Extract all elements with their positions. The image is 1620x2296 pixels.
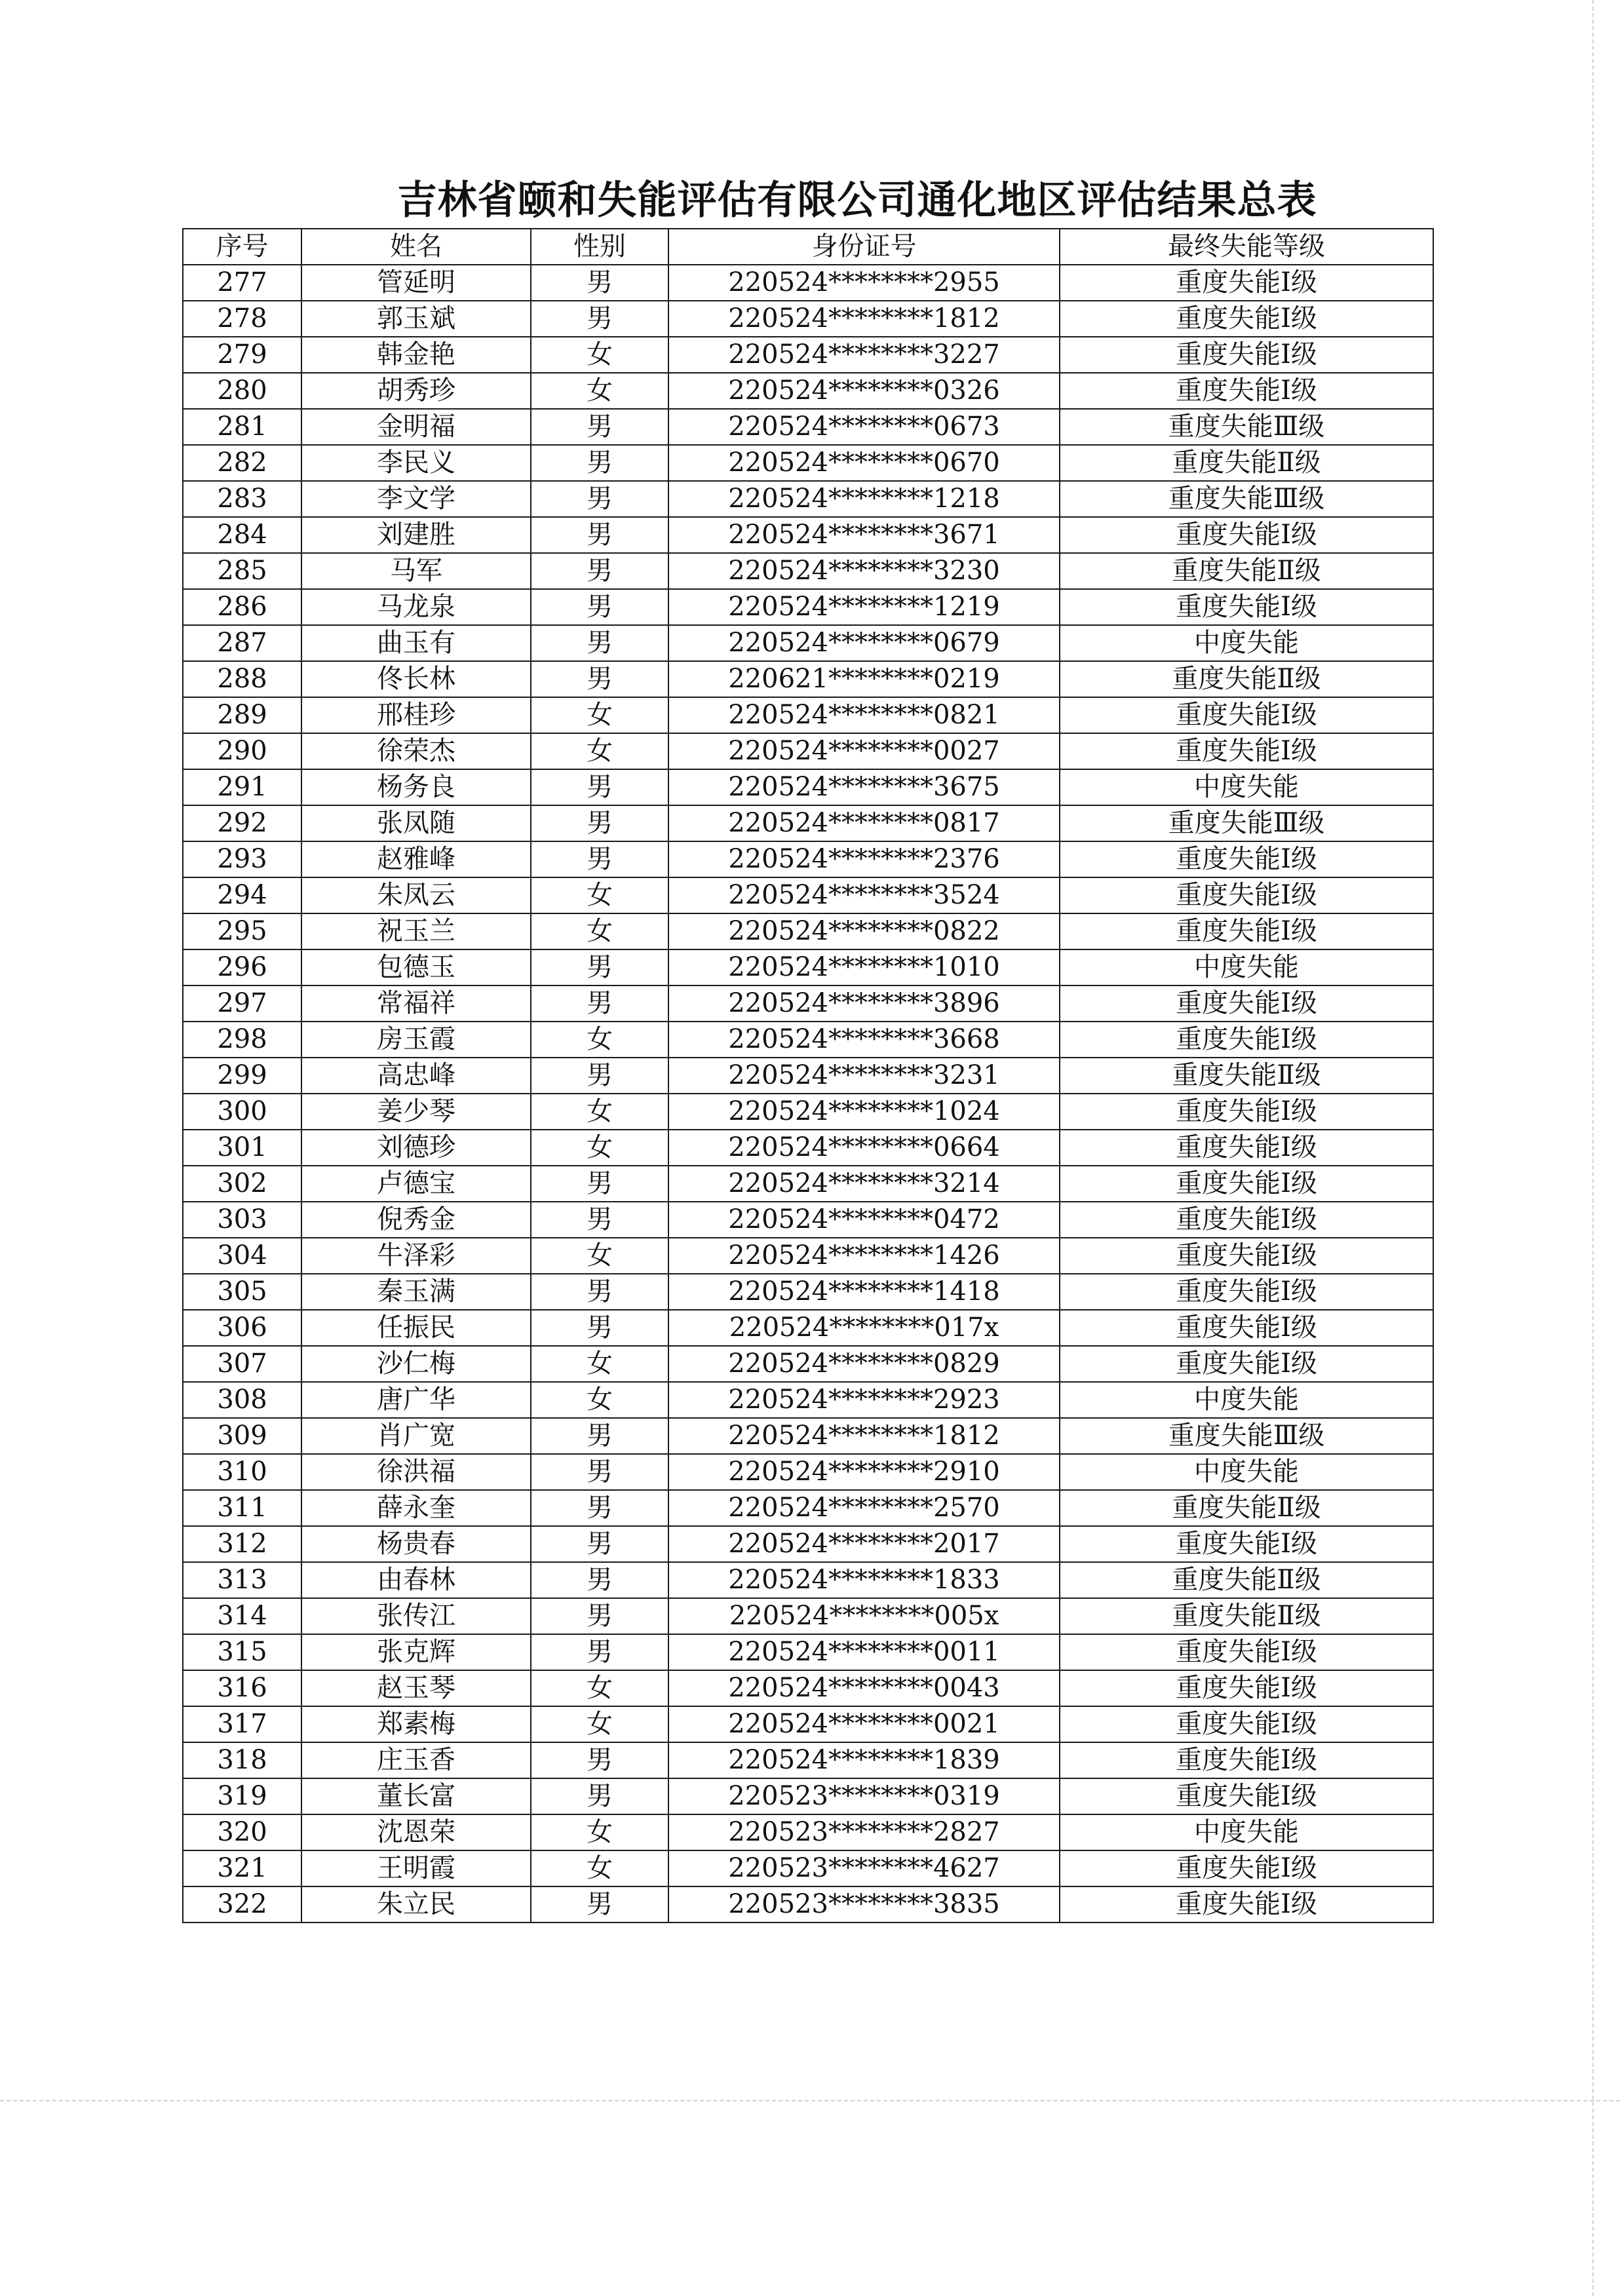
table-row	[183, 265, 1433, 301]
cell-id-number: 220523********2827	[668, 1814, 1060, 1850]
cell-disability-level: 重度失能Ⅰ级	[1060, 517, 1433, 553]
table-row	[183, 1382, 1433, 1418]
cell-disability-level: 重度失能Ⅰ级	[1060, 1706, 1433, 1742]
cell-sex: 女	[531, 1670, 668, 1706]
cell-id-number: 220524********1219	[668, 589, 1060, 625]
cell-seq: 306	[183, 1310, 301, 1346]
cell-seq: 278	[183, 301, 301, 337]
cell-sex: 男	[531, 553, 668, 589]
cell-sex: 女	[531, 913, 668, 949]
cell-id-number: 220524********1418	[668, 1274, 1060, 1310]
cell-disability-level: 中度失能	[1060, 949, 1433, 985]
cell-id-number: 220524********1839	[668, 1742, 1060, 1778]
cell-sex: 女	[531, 1850, 668, 1886]
table-row	[183, 1238, 1433, 1274]
cell-id-number: 220524********005x	[668, 1598, 1060, 1634]
cell-disability-level: 中度失能	[1060, 769, 1433, 805]
cell-name: 金明福	[301, 409, 531, 445]
cell-name: 胡秀珍	[301, 373, 531, 409]
table-row	[183, 517, 1433, 553]
cell-name: 包德玉	[301, 949, 531, 985]
cell-id-number: 220524********1024	[668, 1094, 1060, 1130]
cell-name: 高忠峰	[301, 1058, 531, 1094]
cell-seq: 285	[183, 553, 301, 589]
cell-sex: 女	[531, 373, 668, 409]
cell-id-number: 220524********3668	[668, 1022, 1060, 1058]
cell-disability-level: 重度失能Ⅰ级	[1060, 1022, 1433, 1058]
cell-name: 刘建胜	[301, 517, 531, 553]
header-name: 姓名	[301, 229, 531, 265]
cell-seq: 296	[183, 949, 301, 985]
cell-seq: 279	[183, 337, 301, 373]
cell-seq: 312	[183, 1526, 301, 1562]
cell-name: 李文学	[301, 481, 531, 517]
cell-disability-level: 重度失能Ⅰ级	[1060, 913, 1433, 949]
table-row	[183, 877, 1433, 913]
table-row	[183, 409, 1433, 445]
table-row	[183, 1634, 1433, 1670]
cell-seq: 277	[183, 265, 301, 301]
cell-id-number: 220524********017x	[668, 1310, 1060, 1346]
table-header-row	[183, 229, 1433, 265]
cell-disability-level: 重度失能Ⅰ级	[1060, 1274, 1433, 1310]
cell-disability-level: 重度失能Ⅲ级	[1060, 805, 1433, 841]
table-row	[183, 1094, 1433, 1130]
cell-id-number: 220524********2017	[668, 1526, 1060, 1562]
cell-id-number: 220523********3835	[668, 1886, 1060, 1923]
table-row	[183, 697, 1433, 733]
cell-seq: 304	[183, 1238, 301, 1274]
cell-name: 杨务良	[301, 769, 531, 805]
cell-name: 朱凤云	[301, 877, 531, 913]
table-row	[183, 769, 1433, 805]
header-disability-level: 最终失能等级	[1060, 229, 1433, 265]
cell-id-number: 220524********1426	[668, 1238, 1060, 1274]
cell-seq: 289	[183, 697, 301, 733]
table-row	[183, 1526, 1433, 1562]
cell-disability-level: 重度失能Ⅰ级	[1060, 985, 1433, 1022]
cell-disability-level: 重度失能Ⅰ级	[1060, 1130, 1433, 1166]
header-seq: 序号	[183, 229, 301, 265]
cell-id-number: 220523********4627	[668, 1850, 1060, 1886]
cell-name: 牛泽彩	[301, 1238, 531, 1274]
cell-name: 赵玉琴	[301, 1670, 531, 1706]
cell-disability-level: 重度失能Ⅰ级	[1060, 373, 1433, 409]
cell-seq: 295	[183, 913, 301, 949]
cell-name: 佟长林	[301, 661, 531, 697]
cell-disability-level: 重度失能Ⅰ级	[1060, 877, 1433, 913]
cell-name: 沈恩荣	[301, 1814, 531, 1850]
cell-disability-level: 重度失能Ⅰ级	[1060, 1778, 1433, 1814]
cell-sex: 男	[531, 1310, 668, 1346]
cell-seq: 301	[183, 1130, 301, 1166]
cell-name: 马军	[301, 553, 531, 589]
header-id-number: 身份证号	[668, 229, 1060, 265]
scan-bottom-line	[0, 2100, 1620, 2101]
cell-sex: 男	[531, 1742, 668, 1778]
cell-disability-level: 重度失能Ⅰ级	[1060, 841, 1433, 877]
cell-id-number: 220524********3231	[668, 1058, 1060, 1094]
cell-seq: 302	[183, 1166, 301, 1202]
cell-disability-level: 重度失能Ⅲ级	[1060, 1418, 1433, 1454]
table-body	[183, 265, 1433, 1923]
cell-sex: 女	[531, 1022, 668, 1058]
cell-disability-level: 重度失能Ⅰ级	[1060, 301, 1433, 337]
cell-sex: 男	[531, 1526, 668, 1562]
cell-seq: 305	[183, 1274, 301, 1310]
cell-id-number: 220524********3671	[668, 517, 1060, 553]
table-row	[183, 1490, 1433, 1526]
cell-name: 庄玉香	[301, 1742, 531, 1778]
cell-disability-level: 重度失能Ⅰ级	[1060, 1202, 1433, 1238]
cell-sex: 女	[531, 697, 668, 733]
cell-name: 郑素梅	[301, 1706, 531, 1742]
table-row	[183, 1022, 1433, 1058]
cell-id-number: 220524********0011	[668, 1634, 1060, 1670]
cell-disability-level: 中度失能	[1060, 1454, 1433, 1490]
cell-sex: 男	[531, 301, 668, 337]
table-row	[183, 373, 1433, 409]
cell-id-number: 220524********0829	[668, 1346, 1060, 1382]
cell-name: 邢桂珍	[301, 697, 531, 733]
cell-id-number: 220524********0021	[668, 1706, 1060, 1742]
cell-sex: 女	[531, 1814, 668, 1850]
cell-id-number: 220524********1812	[668, 301, 1060, 337]
cell-disability-level: 重度失能Ⅱ级	[1060, 1598, 1433, 1634]
cell-seq: 308	[183, 1382, 301, 1418]
table-row	[183, 1778, 1433, 1814]
cell-seq: 303	[183, 1202, 301, 1238]
cell-sex: 男	[531, 841, 668, 877]
cell-seq: 311	[183, 1490, 301, 1526]
cell-seq: 287	[183, 625, 301, 661]
cell-name: 张传江	[301, 1598, 531, 1634]
cell-id-number: 220524********3675	[668, 769, 1060, 805]
cell-name: 赵雅峰	[301, 841, 531, 877]
cell-id-number: 220524********0027	[668, 733, 1060, 769]
cell-seq: 314	[183, 1598, 301, 1634]
table-row	[183, 1418, 1433, 1454]
cell-id-number: 220524********1812	[668, 1418, 1060, 1454]
table-row	[183, 1706, 1433, 1742]
cell-disability-level: 中度失能	[1060, 1814, 1433, 1850]
header-sex: 性别	[531, 229, 668, 265]
cell-disability-level: 重度失能Ⅰ级	[1060, 1346, 1433, 1382]
table-row	[183, 1310, 1433, 1346]
cell-seq: 288	[183, 661, 301, 697]
cell-sex: 女	[531, 1382, 668, 1418]
cell-seq: 294	[183, 877, 301, 913]
cell-sex: 男	[531, 625, 668, 661]
cell-seq: 299	[183, 1058, 301, 1094]
cell-id-number: 220524********3227	[668, 337, 1060, 373]
cell-sex: 男	[531, 1562, 668, 1598]
cell-sex: 女	[531, 1238, 668, 1274]
table-row	[183, 553, 1433, 589]
table-row	[183, 589, 1433, 625]
cell-name: 管延明	[301, 265, 531, 301]
cell-id-number: 220621********0219	[668, 661, 1060, 697]
cell-id-number: 220524********3230	[668, 553, 1060, 589]
cell-seq: 292	[183, 805, 301, 841]
table-row	[183, 661, 1433, 697]
cell-name: 马龙泉	[301, 589, 531, 625]
cell-seq: 293	[183, 841, 301, 877]
table-row	[183, 949, 1433, 985]
table-row	[183, 733, 1433, 769]
cell-sex: 男	[531, 1202, 668, 1238]
cell-disability-level: 重度失能Ⅰ级	[1060, 1166, 1433, 1202]
cell-name: 董长富	[301, 1778, 531, 1814]
cell-sex: 女	[531, 337, 668, 373]
cell-disability-level: 重度失能Ⅰ级	[1060, 1310, 1433, 1346]
cell-id-number: 220524********3896	[668, 985, 1060, 1022]
cell-seq: 310	[183, 1454, 301, 1490]
cell-id-number: 220524********0673	[668, 409, 1060, 445]
table-row	[183, 625, 1433, 661]
table-row	[183, 841, 1433, 877]
cell-seq: 307	[183, 1346, 301, 1382]
cell-sex: 女	[531, 877, 668, 913]
cell-sex: 男	[531, 1166, 668, 1202]
table-row	[183, 1274, 1433, 1310]
cell-name: 曲玉有	[301, 625, 531, 661]
cell-sex: 男	[531, 589, 668, 625]
cell-name: 房玉霞	[301, 1022, 531, 1058]
cell-id-number: 220524********0664	[668, 1130, 1060, 1166]
cell-disability-level: 中度失能	[1060, 625, 1433, 661]
cell-name: 常福祥	[301, 985, 531, 1022]
cell-name: 张克辉	[301, 1634, 531, 1670]
cell-disability-level: 重度失能Ⅰ级	[1060, 1634, 1433, 1670]
table-row	[183, 1202, 1433, 1238]
table-row	[183, 1346, 1433, 1382]
cell-disability-level: 重度失能Ⅰ级	[1060, 1850, 1433, 1886]
cell-seq: 281	[183, 409, 301, 445]
cell-disability-level: 重度失能Ⅰ级	[1060, 337, 1433, 373]
cell-sex: 女	[531, 733, 668, 769]
cell-id-number: 220524********2570	[668, 1490, 1060, 1526]
cell-disability-level: 重度失能Ⅰ级	[1060, 1238, 1433, 1274]
cell-id-number: 220524********0821	[668, 697, 1060, 733]
cell-seq: 284	[183, 517, 301, 553]
cell-seq: 318	[183, 1742, 301, 1778]
cell-disability-level: 重度失能Ⅰ级	[1060, 697, 1433, 733]
cell-sex: 女	[531, 1346, 668, 1382]
table-row	[183, 445, 1433, 481]
cell-disability-level: 重度失能Ⅱ级	[1060, 1490, 1433, 1526]
table-row	[183, 1454, 1433, 1490]
cell-disability-level: 重度失能Ⅱ级	[1060, 661, 1433, 697]
cell-seq: 291	[183, 769, 301, 805]
cell-id-number: 220523********0319	[668, 1778, 1060, 1814]
cell-seq: 317	[183, 1706, 301, 1742]
cell-disability-level: 重度失能Ⅰ级	[1060, 1526, 1433, 1562]
cell-name: 由春林	[301, 1562, 531, 1598]
cell-sex: 男	[531, 1490, 668, 1526]
cell-seq: 297	[183, 985, 301, 1022]
cell-id-number: 220524********0817	[668, 805, 1060, 841]
cell-id-number: 220524********1010	[668, 949, 1060, 985]
cell-disability-level: 重度失能Ⅰ级	[1060, 1886, 1433, 1923]
cell-sex: 男	[531, 661, 668, 697]
cell-name: 韩金艳	[301, 337, 531, 373]
cell-sex: 男	[531, 1058, 668, 1094]
cell-disability-level: 重度失能Ⅱ级	[1060, 1562, 1433, 1598]
cell-seq: 290	[183, 733, 301, 769]
cell-seq: 283	[183, 481, 301, 517]
table-row	[183, 481, 1433, 517]
cell-id-number: 220524********3524	[668, 877, 1060, 913]
cell-sex: 女	[531, 1130, 668, 1166]
cell-sex: 男	[531, 409, 668, 445]
cell-id-number: 220524********0326	[668, 373, 1060, 409]
cell-name: 朱立民	[301, 1886, 531, 1923]
cell-id-number: 220524********3214	[668, 1166, 1060, 1202]
cell-seq: 316	[183, 1670, 301, 1706]
cell-id-number: 220524********2376	[668, 841, 1060, 877]
cell-seq: 313	[183, 1562, 301, 1598]
cell-seq: 309	[183, 1418, 301, 1454]
table-row	[183, 1814, 1433, 1850]
cell-name: 倪秀金	[301, 1202, 531, 1238]
cell-name: 徐荣杰	[301, 733, 531, 769]
scan-edge-line	[1592, 0, 1594, 2296]
cell-name: 郭玉斌	[301, 301, 531, 337]
cell-disability-level: 重度失能Ⅰ级	[1060, 1670, 1433, 1706]
cell-id-number: 220524********0679	[668, 625, 1060, 661]
cell-disability-level: 重度失能Ⅱ级	[1060, 1058, 1433, 1094]
cell-sex: 男	[531, 445, 668, 481]
cell-name: 杨贵春	[301, 1526, 531, 1562]
cell-seq: 320	[183, 1814, 301, 1850]
cell-sex: 男	[531, 1274, 668, 1310]
document-title: 吉林省颐和失能评估有限公司通化地区评估结果总表	[397, 178, 1317, 223]
cell-id-number: 220524********2910	[668, 1454, 1060, 1490]
table-row	[183, 1166, 1433, 1202]
cell-id-number: 220524********0043	[668, 1670, 1060, 1706]
cell-id-number: 220524********0822	[668, 913, 1060, 949]
cell-name: 任振民	[301, 1310, 531, 1346]
cell-disability-level: 重度失能Ⅲ级	[1060, 481, 1433, 517]
cell-id-number: 220524********1218	[668, 481, 1060, 517]
cell-disability-level: 重度失能Ⅰ级	[1060, 589, 1433, 625]
cell-name: 李民义	[301, 445, 531, 481]
cell-sex: 男	[531, 1634, 668, 1670]
cell-sex: 男	[531, 1418, 668, 1454]
cell-sex: 男	[531, 517, 668, 553]
cell-seq: 286	[183, 589, 301, 625]
cell-sex: 女	[531, 1094, 668, 1130]
cell-name: 张凤随	[301, 805, 531, 841]
cell-name: 王明霞	[301, 1850, 531, 1886]
table-row	[183, 1742, 1433, 1778]
cell-sex: 男	[531, 769, 668, 805]
cell-seq: 322	[183, 1886, 301, 1923]
cell-seq: 315	[183, 1634, 301, 1670]
cell-sex: 男	[531, 265, 668, 301]
cell-name: 姜少琴	[301, 1094, 531, 1130]
cell-disability-level: 重度失能Ⅰ级	[1060, 1094, 1433, 1130]
cell-sex: 男	[531, 1778, 668, 1814]
cell-sex: 男	[531, 481, 668, 517]
table-row	[183, 301, 1433, 337]
cell-disability-level: 中度失能	[1060, 1382, 1433, 1418]
cell-disability-level: 重度失能Ⅱ级	[1060, 553, 1433, 589]
table-row	[183, 805, 1433, 841]
cell-name: 徐洪福	[301, 1454, 531, 1490]
cell-disability-level: 重度失能Ⅰ级	[1060, 1742, 1433, 1778]
cell-disability-level: 重度失能Ⅰ级	[1060, 733, 1433, 769]
cell-id-number: 220524********2923	[668, 1382, 1060, 1418]
table-row	[183, 1598, 1433, 1634]
cell-disability-level: 重度失能Ⅲ级	[1060, 409, 1433, 445]
cell-seq: 280	[183, 373, 301, 409]
cell-seq: 321	[183, 1850, 301, 1886]
cell-seq: 298	[183, 1022, 301, 1058]
cell-id-number: 220524********2955	[668, 265, 1060, 301]
table-row	[183, 985, 1433, 1022]
cell-id-number: 220524********0472	[668, 1202, 1060, 1238]
cell-name: 秦玉满	[301, 1274, 531, 1310]
cell-sex: 男	[531, 1598, 668, 1634]
cell-name: 祝玉兰	[301, 913, 531, 949]
results-table	[182, 228, 1434, 1923]
cell-sex: 男	[531, 805, 668, 841]
cell-sex: 女	[531, 1706, 668, 1742]
cell-disability-level: 重度失能Ⅰ级	[1060, 265, 1433, 301]
cell-id-number: 220524********1833	[668, 1562, 1060, 1598]
table-row	[183, 1058, 1433, 1094]
cell-name: 肖广宽	[301, 1418, 531, 1454]
cell-disability-level: 重度失能Ⅱ级	[1060, 445, 1433, 481]
cell-name: 唐广华	[301, 1382, 531, 1418]
table-row	[183, 913, 1433, 949]
cell-seq: 300	[183, 1094, 301, 1130]
cell-name: 卢德宝	[301, 1166, 531, 1202]
cell-name: 沙仁梅	[301, 1346, 531, 1382]
cell-seq: 319	[183, 1778, 301, 1814]
cell-sex: 男	[531, 1886, 668, 1923]
cell-seq: 282	[183, 445, 301, 481]
table-row	[183, 1130, 1433, 1166]
cell-sex: 男	[531, 985, 668, 1022]
cell-id-number: 220524********0670	[668, 445, 1060, 481]
table-row	[183, 1850, 1433, 1886]
table-row	[183, 337, 1433, 373]
cell-name: 薛永奎	[301, 1490, 531, 1526]
cell-sex: 男	[531, 949, 668, 985]
table-row	[183, 1886, 1433, 1923]
cell-name: 刘德珍	[301, 1130, 531, 1166]
table-row	[183, 1670, 1433, 1706]
table-row	[183, 1562, 1433, 1598]
cell-sex: 男	[531, 1454, 668, 1490]
